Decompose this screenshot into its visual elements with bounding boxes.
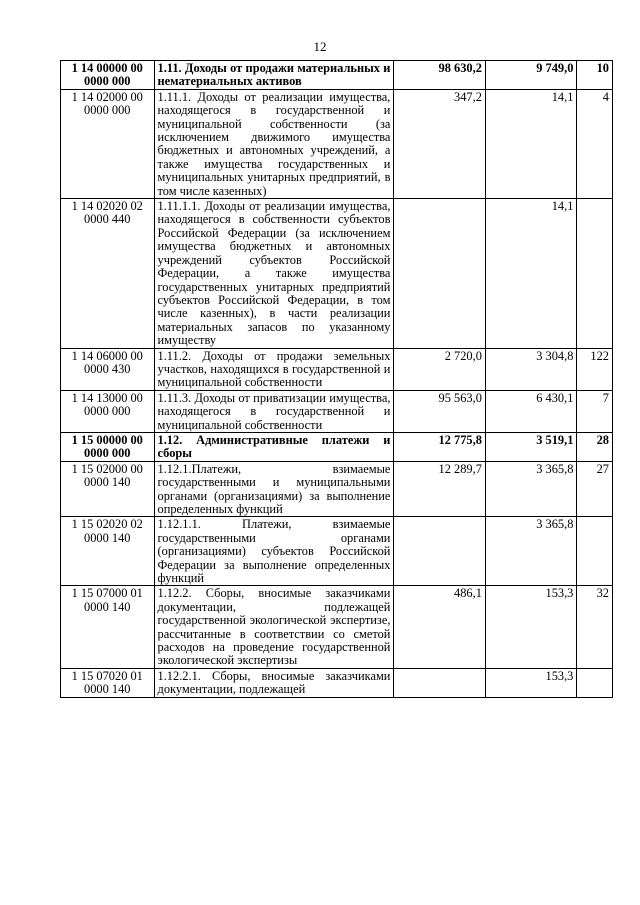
actual-value-cell: 9 749,0 <box>485 61 576 90</box>
percent-cell: 27 <box>577 461 613 517</box>
actual-value-cell: 3 365,8 <box>485 517 576 586</box>
table-row <box>61 432 613 461</box>
budget-code-cell: 1 14 06000 00 0000 430 <box>61 348 155 390</box>
percent-cell: 10 <box>577 61 613 90</box>
actual-value-cell: 14,1 <box>485 89 576 198</box>
percent-cell <box>577 668 613 697</box>
plan-value-cell <box>394 517 485 586</box>
plan-value-cell: 486,1 <box>394 586 485 668</box>
actual-value-cell: 3 365,8 <box>485 461 576 517</box>
budget-code-cell: 1 15 02020 02 0000 140 <box>61 517 155 586</box>
budget-code-cell: 1 14 00000 00 0000 000 <box>61 61 155 90</box>
actual-value-cell: 3 519,1 <box>485 432 576 461</box>
percent-cell: 28 <box>577 432 613 461</box>
percent-cell <box>577 199 613 348</box>
plan-value-cell: 12 289,7 <box>394 461 485 517</box>
table-row <box>61 61 613 90</box>
income-name-cell: 1.11.1.1. Доходы от реализации имущества, находящегося в собственности субъектов Российской Федерации (за исключением имущества бюджетных и автономных учреждений субъектов Российской Федерации, а также имущества государственных унитарных предприятий субъектов Российской Федерации, в том числе казенных), в части реализации материальных запасов по указанному имуществу <box>154 199 394 348</box>
table-row <box>61 348 613 390</box>
table-row <box>61 668 613 697</box>
table-row <box>61 199 613 348</box>
income-name-cell: 1.11.2. Доходы от продажи земельных участков, находящихся в государственной и муниципальной собственности <box>154 348 394 390</box>
budget-table-body <box>61 61 613 698</box>
budget-code-cell: 1 14 02020 02 0000 440 <box>61 199 155 348</box>
budget-code-cell: 1 15 00000 00 0000 000 <box>61 432 155 461</box>
actual-value-cell: 153,3 <box>485 668 576 697</box>
plan-value-cell <box>394 668 485 697</box>
budget-code-cell: 1 14 02000 00 0000 000 <box>61 89 155 198</box>
plan-value-cell: 95 563,0 <box>394 390 485 432</box>
plan-value-cell: 2 720,0 <box>394 348 485 390</box>
budget-code-cell: 1 15 07000 01 0000 140 <box>61 586 155 668</box>
plan-value-cell <box>394 199 485 348</box>
table-row <box>61 390 613 432</box>
page-number: 12 <box>313 39 327 54</box>
actual-value-cell: 153,3 <box>485 586 576 668</box>
income-name-cell: 1.11.1. Доходы от реализации имущества, находящегося в государственной и муниципальной собственности (за исключением движимого имущества бюджетных и автономных учреждений, а также имущества государственных и муниципальных унитарных предприятий, в том числе казенных) <box>154 89 394 198</box>
table-row <box>61 586 613 668</box>
plan-value-cell: 12 775,8 <box>394 432 485 461</box>
actual-value-cell: 3 304,8 <box>485 348 576 390</box>
income-name-cell: 1.11.3. Доходы от приватизации имущества, находящегося в государственной и муниципальной собственности <box>154 390 394 432</box>
plan-value-cell: 98 630,2 <box>394 61 485 90</box>
income-name-cell: 1.11. Доходы от продажи материальных и нематериальных активов <box>154 61 394 90</box>
income-name-cell: 1.12.1.Платежи, взимаемые государственными и муниципальными органами (организациями) за выполнение определенных функций <box>154 461 394 517</box>
table-row <box>61 461 613 517</box>
table-row <box>61 517 613 586</box>
percent-cell: 32 <box>577 586 613 668</box>
percent-cell <box>577 517 613 586</box>
plan-value-cell: 347,2 <box>394 89 485 198</box>
budget-code-cell: 1 15 02000 00 0000 140 <box>61 461 155 517</box>
percent-cell: 4 <box>577 89 613 198</box>
income-name-cell: 1.12. Административные платежи и сборы <box>154 432 394 461</box>
percent-cell: 7 <box>577 390 613 432</box>
percent-cell: 122 <box>577 348 613 390</box>
income-name-cell: 1.12.2. Сборы, вносимые заказчиками документации, подлежащей государственной экологической экспертизе, рассчитанные в соответствии со сметой расходов на проведение государственной экологической экспертизы <box>154 586 394 668</box>
income-name-cell: 1.12.1.1. Платежи, взимаемые государственными органами (организациями) субъектов Российской Федерации за выполнение определенных функций <box>154 517 394 586</box>
budget-code-cell: 1 15 07020 01 0000 140 <box>61 668 155 697</box>
actual-value-cell: 6 430,1 <box>485 390 576 432</box>
budget-code-cell: 1 14 13000 00 0000 000 <box>61 390 155 432</box>
actual-value-cell: 14,1 <box>485 199 576 348</box>
table-row <box>61 89 613 198</box>
income-name-cell: 1.12.2.1. Сборы, вносимые заказчиками документации, подлежащей <box>154 668 394 697</box>
budget-table <box>60 60 613 698</box>
